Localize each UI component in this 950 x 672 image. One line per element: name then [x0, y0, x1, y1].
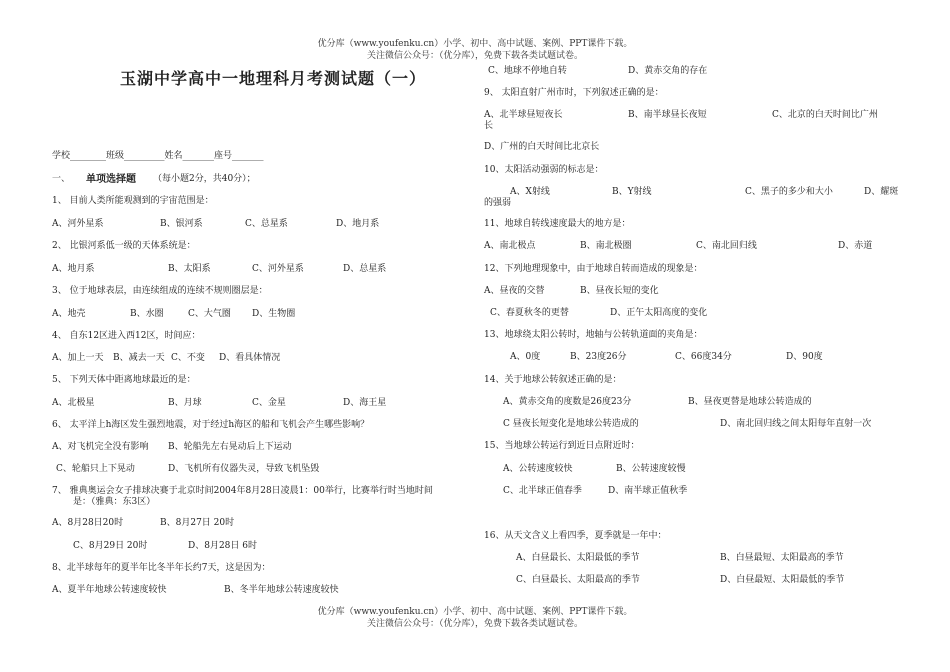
q2-option-c: C、河外星系 [252, 264, 304, 274]
header-line-1: 优分库（www.youfenku.cn）小学、初中、高中试题、案例、PPT课件下载。 [317, 39, 633, 49]
q16-stem: 16、从天文含义上看四季，夏季就是一年中： [484, 531, 667, 541]
q7-stem-line-1: 7、 雅典奥运会女子排球决赛于北京时间2004年8月28日凌晨1：00举行，比赛举行时当地时间 [52, 486, 433, 496]
q3-option-b: B、水圈 [130, 309, 164, 319]
q9-option-d: D、广州的白天时间比北京长 [484, 142, 600, 152]
q6-option-d: D、飞机所有仪器失灵，导致飞机坠毁 [168, 464, 320, 474]
q9-option-b: B、南半球昼长夜短 [628, 110, 707, 120]
header-line-2: 关注微信公众号：（优分库），免费下载各类试题试卷。 [366, 51, 583, 61]
q11-option-d: D、赤道 [838, 241, 873, 251]
q8-option-c: C、地球不停地自转 [488, 66, 567, 76]
q3-option-a: A、地壳 [52, 309, 86, 319]
q14-option-a: A、黄赤交角的度数是26度23分 [503, 397, 632, 407]
q14-option-b: B、昼夜更替是地球公转造成的 [688, 397, 812, 407]
q8-option-d: D、黄赤交角的存在 [628, 66, 708, 76]
q10-stem: 10、太阳活动强弱的标志是： [484, 165, 604, 175]
q6-stem: 6、 太平洋上h海区发生强烈地震，对于经过h海区的船和飞机会产生哪些影响？ [52, 420, 370, 430]
section-number: 一、 [52, 174, 71, 184]
q4-option-c: C、不变 [171, 353, 205, 363]
q10-option-b: B、Y射线 [612, 187, 652, 197]
q15-option-c: C、北半球正值春季 [503, 486, 582, 496]
q1-stem: 1、 目前人类所能观测到的宇宙范围是： [52, 196, 214, 206]
exam-title: 玉湖中学高中一地理科月考测试题（一） [120, 69, 427, 88]
q5-stem: 5、 下列天体中距离地球最近的是： [52, 375, 196, 385]
q16-option-c: C、白昼最长、太阳最高的季节 [516, 575, 640, 585]
footer-line-2: 关注微信公众号：（优分库），免费下载各类试题试卷。 [366, 619, 583, 629]
q5-option-b: B、月球 [168, 398, 202, 408]
q4-option-d: D、看具体情况 [219, 353, 281, 363]
q12-option-d: D、正午太阳高度的变化 [610, 308, 708, 318]
q16-option-a: A、白昼最长、太阳最低的季节 [516, 553, 640, 563]
q4-option-a: A、加上一天 [52, 353, 104, 363]
q5-option-d: D、海王星 [343, 398, 387, 408]
q14-option-d: D、南北回归线之间太阳每年直射一次 [720, 419, 872, 429]
q15-stem: 15、当地球公转运行到近日点附近时： [484, 441, 640, 451]
q14-option-c: C 昼夜长短变化是地球公转造成的 [503, 419, 639, 429]
q5-option-c: C、金星 [252, 398, 286, 408]
q10-option-a: A、X射线 [510, 187, 550, 197]
q12-stem: 12、下列地理现象中，由于地球自转而造成的现象是： [484, 264, 703, 274]
q13-option-b: B、23度26分 [570, 352, 627, 362]
q11-option-a: A、南北极点 [484, 241, 536, 251]
q11-option-b: B、南北极圈 [580, 241, 632, 251]
q4-option-b: B、减去一天 [113, 353, 165, 363]
q2-option-b: B、太阳系 [168, 264, 211, 274]
q15-option-a: A、公转速度较快 [503, 464, 573, 474]
q5-option-a: A、北极星 [52, 398, 95, 408]
q1-option-b: B、银河系 [160, 219, 203, 229]
q13-option-c: C、66度34分 [675, 352, 732, 362]
q15-option-b: B、公转速度较慢 [616, 464, 686, 474]
q16-option-b: B、白昼最短、太阳最高的季节 [720, 553, 844, 563]
q3-stem: 3、 位于地球表层，由连续组成的连续不规则圈层是： [52, 286, 268, 296]
q10-option-d-line-1: D、耀斑 [864, 187, 899, 197]
q12-option-c: C、春夏秋冬的更替 [490, 308, 569, 318]
q8-option-a: A、夏半年地球公转速度较快 [52, 585, 167, 595]
q7-option-b: B、8月27日 20时 [160, 518, 235, 528]
q3-option-d: D、生物圈 [252, 309, 296, 319]
q11-stem: 11、地球自转线速度最大的地方是： [484, 219, 631, 229]
q7-stem-line-2: 是：（雅典：东3区） [73, 497, 156, 507]
q13-stem: 13、地球绕太阳公转时，地轴与公转轨道面的夹角是： [484, 330, 703, 340]
q8-option-b: B、冬半年地球公转速度较快 [224, 585, 339, 595]
q6-option-c: C、轮船只上下晃动 [56, 464, 135, 474]
q16-option-d: D、白昼最短、太阳最低的季节 [720, 575, 845, 585]
page-footer [0, 606, 950, 630]
q12-option-a: A、昼夜的交替 [484, 286, 545, 296]
q9-option-a: A、北半球昼短夜长 [484, 110, 563, 120]
q7-option-c: C、8月29日 20时 [73, 541, 148, 551]
q1-option-c: C、总星系 [245, 219, 288, 229]
q6-option-a: A、对飞机完全没有影响 [52, 442, 149, 452]
q10-option-c: C、黑子的多少和大小 [745, 187, 833, 197]
q9-option-c-line-1: C、北京的白天时间比广州 [772, 110, 878, 120]
page-header [0, 38, 950, 62]
q9-stem: 9、 太阳直射广州市时，下列叙述正确的是： [484, 88, 664, 98]
q3-option-c: C、大气圈 [188, 309, 231, 319]
q2-option-d: D、总星系 [343, 264, 387, 274]
q13-option-a: A、0度 [510, 352, 541, 362]
section-note: （每小题2分，共40分）； [153, 174, 256, 184]
q8-stem: 8、北半球每年的夏半年比冬半年长约7天，这是因为： [52, 563, 271, 573]
q11-option-c: C、南北回归线 [696, 241, 757, 251]
q13-option-d: D、90度 [786, 352, 823, 362]
q9-option-c-line-2: 长 [484, 121, 494, 131]
q2-option-a: A、地月系 [52, 264, 95, 274]
q15-option-d: D、南半球正值秋季 [608, 486, 688, 496]
q1-option-d: D、地月系 [336, 219, 380, 229]
q12-option-b: B、昼夜长短的变化 [580, 286, 659, 296]
q6-option-b: B、轮船先左右晃动后上下运动 [168, 442, 292, 452]
q4-stem: 4、 自东12区进入西12区，时间应： [52, 331, 201, 341]
q7-option-d: D、8月28日 6时 [188, 541, 257, 551]
q7-option-a: A、8月28日20时 [52, 518, 124, 528]
q10-option-d-line-2: 的强弱 [484, 198, 512, 208]
student-info-line: 学校________班级_________姓名_______座号_______ [52, 151, 264, 161]
section-name: 单项选择题 [86, 174, 136, 185]
q1-option-a: A、河外星系 [52, 219, 104, 229]
footer-line-1: 优分库（www.youfenku.cn）小学、初中、高中试题、案例、PPT课件下载。 [317, 607, 633, 617]
q2-stem: 2、 比银河系低一级的天体系统是： [52, 241, 196, 251]
q14-stem: 14、关于地球公转叙述正确的是： [484, 375, 622, 385]
